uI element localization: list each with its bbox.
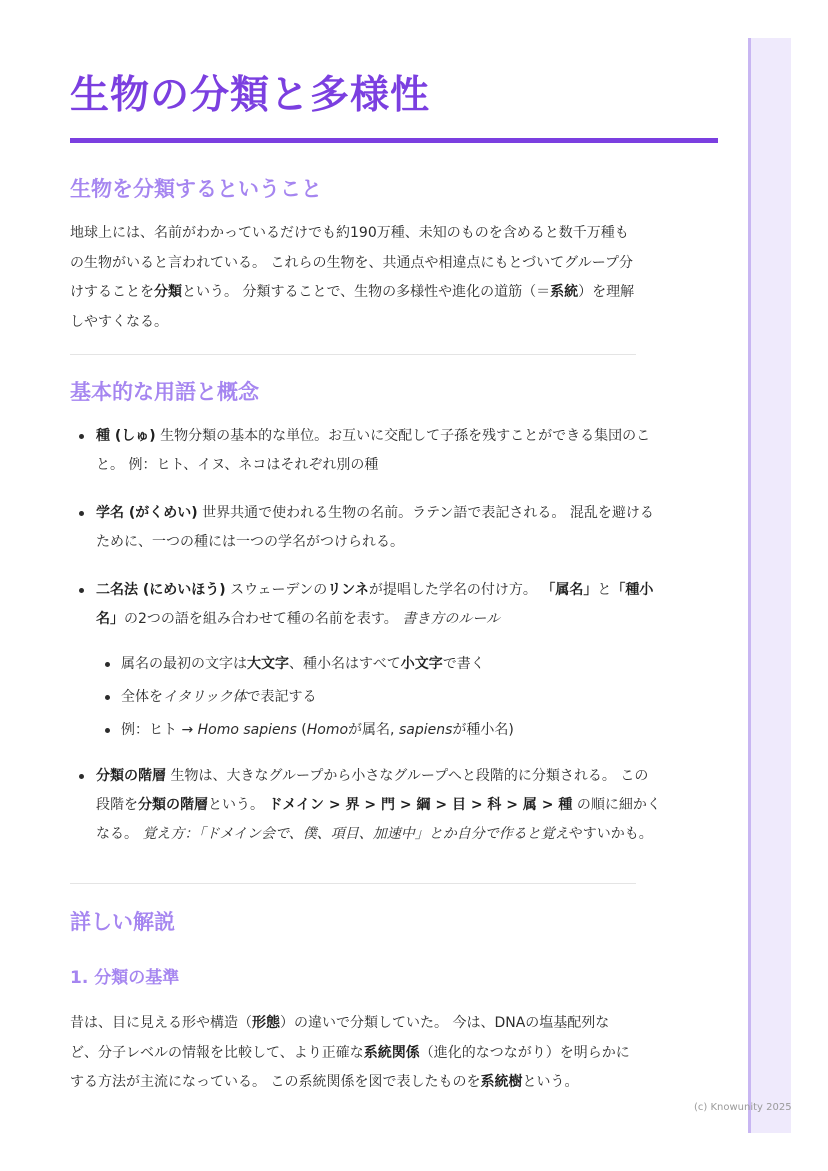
list-item-species: 種 (しゅ) 生物分類の基本的な単位。お互いに交配して子孫を残すことができる集団のこと。 例：ヒト、イヌ、ネコはそれぞれ別の種 — [96, 422, 662, 480]
title-underline — [70, 138, 718, 143]
list-item-hierarchy: 分類の階層 生物は、大きなグループから小さなグループへと段階的に分類される。 この段階を分類の階層という。 ドメイン > 界 > 門 > 綱 > 目 > 科 > 属 > 種 の順に細かくなる。 覚え方：「ドメイン会で、僕、項目、加速中」とか自分で作ると覚えやすいかも。 — [96, 762, 662, 849]
section1-paragraph: 地球上には、名前がわかっているだけでも約190万種、未知のものを含めると数千万種もの生物がいると言われている。 これらの生物を、共通点や相違点にもとづいてグループ分けすることを分類という。 分類することで、生物の多様性や進化の道筋（＝系統）を理解しやすくなる。 — [70, 225, 635, 330]
side-panel — [748, 38, 791, 1133]
divider — [70, 354, 636, 355]
list-item-binomial: 二名法 (にめいほう) スウェーデンのリンネが提唱した学名の付け方。 「属名」と「種小名」の2つの語を組み合わせて種の名前を表す。 書き方のルール 属名の最初の文字は大文字、種小名はすべて小文字で書く 全体をイタリック体で表記する 例：ヒト → Homo sapiens (Homoが属名, sapiensが種小名) — [96, 576, 662, 747]
terms-list — [70, 422, 662, 868]
section-heading-details: 詳しい解説 — [70, 910, 175, 934]
mnemonic: 覚え方：「ドメイン会で、僕、項目、加速中」とか自分で作ると覚え — [142, 826, 569, 842]
copyright-text: (c) Knowunity 2025 — [694, 1102, 792, 1113]
side-accent-line — [748, 38, 751, 1133]
hierarchy-sequence: ドメイン > 界 > 門 > 綱 > 目 > 科 > 属 > 種 — [268, 797, 573, 813]
term-keito-kankei: 系統関係 — [363, 1044, 420, 1061]
term-keitai: 形態 — [252, 1015, 280, 1031]
sub-item-example: 例：ヒト → Homo sapiens (Homoが属名, sapiensが種小名) — [121, 714, 662, 747]
term-bunrui: 分類 — [154, 284, 182, 300]
sub-item-capitalization: 属名の最初の文字は大文字、種小名はすべて小文字で書く — [121, 648, 662, 681]
divider — [70, 883, 636, 884]
sub-item-italic: 全体をイタリック体で表記する — [121, 681, 662, 714]
section-heading-classification: 生物を分類するということ — [70, 177, 322, 201]
naming-rules-list — [96, 648, 662, 747]
term-keitoju: 系統樹 — [480, 1074, 523, 1090]
subsection-heading-criteria: 1. 分類の基準 — [70, 968, 180, 988]
term-keito: 系統 — [550, 284, 579, 300]
list-item-scientific-name: 学名 (がくめい) 世界共通で使われる生物の名前。ラテン語で表記される。 混乱を避けるために、一つの種には一つの学名がつけられる。 — [96, 499, 662, 557]
section3-paragraph: 昔は、目に見える形や構造（形態）の違いで分類していた。 今は、DNAの塩基配列など、分子レベルの情報を比較して、より正確な系統関係（進化的なつながり）を明らかにする方法が主流になっている。 この系統関係を図で表したものを系統樹という。 — [70, 1015, 630, 1090]
section-heading-terms: 基本的な用語と概念 — [70, 380, 259, 404]
page-title: 生物の分類と多様性 — [70, 73, 431, 118]
